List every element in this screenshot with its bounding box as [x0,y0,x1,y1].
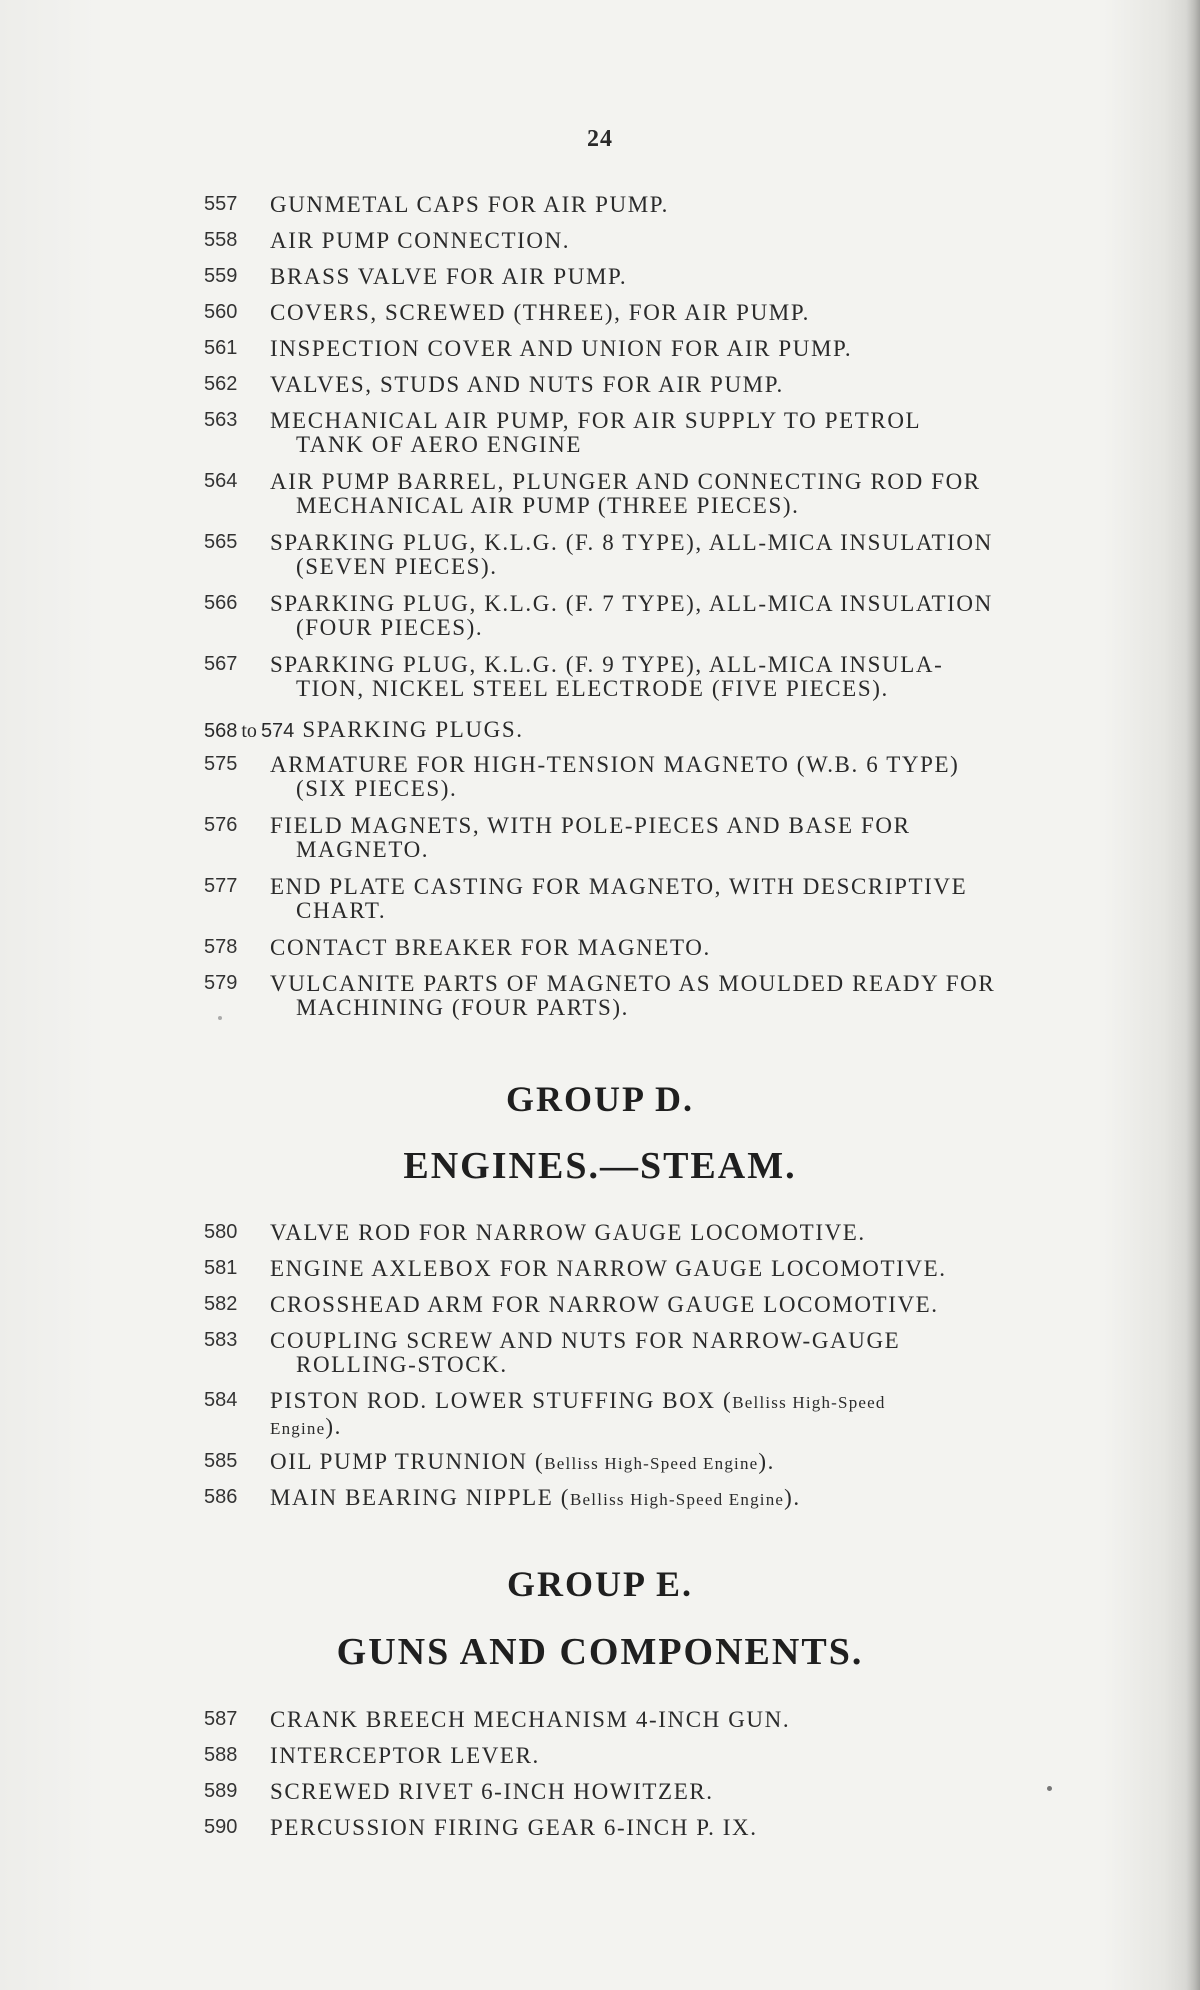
paper-speck [218,1016,222,1020]
item-text [270,753,1146,801]
item-text [270,373,1146,397]
item-text-line2: (SIX PIECES). [296,776,458,801]
item-text-line1: INTERCEPTOR LEVER. [270,1743,540,1768]
item-number: 579 [204,972,238,994]
item-text-end: ). [784,1485,801,1510]
item-text [270,875,1146,923]
item-text-line1: ENGINE AXLEBOX FOR NARROW GAUGE LOCOMOTIVE. [270,1256,947,1281]
range-to: 574 [260,720,295,742]
item-text-main: PISTON ROD. LOWER STUFFING BOX ( [270,1388,733,1413]
item-number: 564 [204,470,238,492]
item-text-line1: ARMATURE FOR HIGH-TENSION MAGNETO (W.B. 6 TYPE) [270,752,960,777]
group-d-title: ENGINES.—STEAM. [403,1145,797,1187]
item-number: 581 [204,1257,238,1279]
item-text-line1: COUPLING SCREW AND NUTS FOR NARROW-GAUGE [270,1328,901,1353]
item-number: 590 [204,1816,238,1838]
group-e-title: GUNS AND COMPONENTS. [336,1631,864,1673]
item-number: 561 [204,337,238,359]
item-text [270,1389,1146,1441]
item-text [270,972,1146,1020]
item-number: 585 [204,1450,238,1472]
item-number: 565 [204,531,238,553]
item-text-line2: (FOUR PIECES). [296,615,484,640]
item-text-line2: (SEVEN PIECES). [296,554,498,579]
item-text-line1: BRASS VALVE FOR AIR PUMP. [270,264,628,289]
item-text [270,1708,1146,1732]
item-number: 575 [204,753,238,775]
item-text [270,1780,1146,1804]
item-text [270,1329,1146,1377]
item-number: 582 [204,1293,238,1315]
item-text-line1: CROSSHEAD ARM FOR NARROW GAUGE LOCOMOTIVE. [270,1292,939,1317]
item-text [270,1221,1146,1245]
item-text [270,653,1146,701]
item-text-main: OIL PUMP TRUNNION ( [270,1449,545,1474]
item-text [270,229,1146,253]
item-number: 583 [204,1329,238,1351]
item-text-line1: MECHANICAL AIR PUMP, FOR AIR SUPPLY TO PETROL [270,408,922,433]
item-text [270,1744,1146,1768]
item-number: 560 [204,301,238,323]
item-text [270,409,1146,457]
range-to-word: to [241,720,257,742]
item-number: 557 [204,193,238,215]
item-text-line1: FIELD MAGNETS, WITH POLE-PIECES AND BASE FOR [270,813,911,838]
catalogue-range-item [204,717,524,743]
item-text-line2: TANK OF AERO ENGINE [296,432,583,457]
group-e-heading: GROUP E. [506,1564,693,1604]
item-number: 586 [204,1486,238,1508]
item-text [270,1486,1146,1512]
item-text-end: ). [758,1449,776,1474]
item-text [270,936,1146,960]
item-number: 589 [204,1780,238,1802]
item-text-line2: MACHINING (FOUR PARTS). [296,995,629,1020]
item-number: 578 [204,936,238,958]
item-text-line1: COVERS, SCREWED (THREE), FOR AIR PUMP. [270,300,811,325]
item-text-line1: AIR PUMP BARREL, PLUNGER AND CONNECTING ROD FOR [270,469,981,494]
item-number: 567 [204,653,238,675]
item-text-line2: ROLLING-STOCK. [296,1352,508,1377]
item-text [270,1257,1146,1281]
item-number: 580 [204,1221,238,1243]
item-text-line1: INSPECTION COVER AND UNION FOR AIR PUMP. [270,336,853,361]
item-text-line1: CRANK BREECH MECHANISM 4-INCH GUN. [270,1707,791,1732]
item-number: 584 [204,1389,238,1411]
item-text [270,337,1146,361]
item-text-line1: SPARKING PLUG, K.L.G. (F. 9 TYPE), ALL-MICA INSULA- [270,652,944,677]
item-text [270,531,1146,579]
item-number: 588 [204,1744,238,1766]
page-edge-shadow [1186,0,1200,1990]
item-text [270,1450,1146,1476]
item-text-line2: MECHANICAL AIR PUMP (THREE PIECES). [296,493,800,518]
item-text-line1: SCREWED RIVET 6-INCH HOWITZER. [270,1779,714,1804]
range-from: 568 [204,720,238,742]
item-text-end: ). [325,1414,342,1439]
item-text [270,1816,1146,1840]
range-text: SPARKING PLUGS. [302,717,524,742]
item-text-line1: VULCANITE PARTS OF MAGNETO AS MOULDED READY FOR [270,971,996,996]
item-text-line1: VALVES, STUDS AND NUTS FOR AIR PUMP. [270,372,784,397]
item-text-line2: TION, NICKEL STEEL ELECTRODE (FIVE PIECES). [296,676,889,701]
item-text-smallcaps-2: Engine [270,1419,326,1438]
item-text [270,265,1146,289]
item-text-line2: MAGNETO. [296,837,430,862]
item-text-line1: END PLATE CASTING FOR MAGNETO, WITH DESCRIPTIVE [270,874,968,899]
item-text-line1: GUNMETAL CAPS FOR AIR PUMP. [270,192,670,217]
item-text-line1: VALVE ROD FOR NARROW GAUGE LOCOMOTIVE. [270,1220,866,1245]
item-text [270,193,1146,217]
item-text-line1: SPARKING PLUG, K.L.G. (F. 7 TYPE), ALL-MICA INSULATION [270,591,993,616]
item-text-line1: CONTACT BREAKER FOR MAGNETO. [270,935,711,960]
group-d-heading: GROUP D. [505,1079,694,1119]
item-text [270,814,1146,862]
paper-speck [1047,1786,1052,1791]
item-text [270,470,1146,518]
item-text-main: MAIN BEARING NIPPLE ( [270,1485,571,1510]
item-number: 577 [204,875,238,897]
item-text-line2 [270,1415,1146,1441]
item-number: 587 [204,1708,238,1730]
item-text [270,592,1146,640]
item-text-line1: PERCUSSION FIRING GEAR 6-INCH P. IX. [270,1815,758,1840]
item-text [270,301,1146,325]
item-text-smallcaps: Belliss High-Speed [732,1393,886,1412]
item-text-line1: AIR PUMP CONNECTION. [270,228,571,253]
page-number: 24 [587,126,613,152]
item-text-line1: SPARKING PLUG, K.L.G. (F. 8 TYPE), ALL-MICA INSULATION [270,530,993,555]
item-text [270,1293,1146,1317]
item-number: 558 [204,229,238,251]
item-number: 563 [204,409,238,431]
item-number: 576 [204,814,238,836]
item-number: 559 [204,265,238,287]
item-text-line2: CHART. [296,898,387,923]
item-text-smallcaps: Belliss High-Speed Engine [544,1454,759,1473]
item-number: 566 [204,592,238,614]
item-text-smallcaps: Belliss High-Speed Engine [570,1490,785,1509]
item-number: 562 [204,373,238,395]
